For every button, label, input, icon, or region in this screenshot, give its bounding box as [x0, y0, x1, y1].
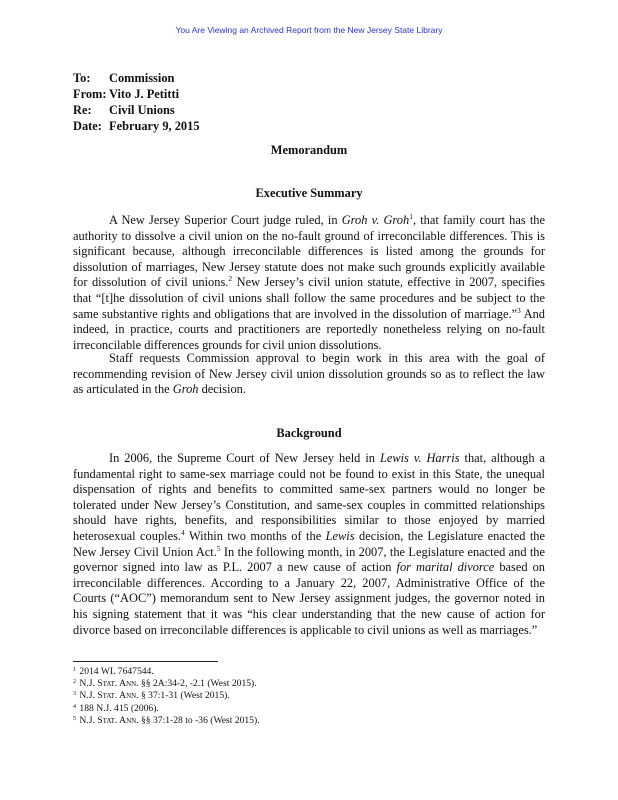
date-value: February 9, 2015	[109, 119, 200, 133]
to-label: To:	[73, 71, 91, 85]
footnote-number: 4	[73, 703, 76, 710]
footnotes	[73, 666, 260, 727]
re-value: Civil Unions	[109, 103, 175, 117]
footnote-ref: 1	[409, 212, 413, 221]
date-row	[73, 118, 200, 134]
executive-summary-paragraph-2	[73, 351, 545, 398]
footnote-ref: 3	[517, 305, 521, 315]
footnote-ref: 2	[228, 274, 233, 284]
footnote-smallcaps: Stat. Ann.	[97, 690, 139, 702]
to-value: Commission	[109, 71, 175, 85]
background-paragraph-1	[73, 451, 545, 638]
text-run: decision, the Legislature enacted the New Jersey Civil Union Act.	[73, 528, 545, 559]
text-run: , that family court has the authority to dissolve a civil union on the no-fault ground of irreconcilable differences. This is significant because, although irreconcilable differences is listed among the grounds for dissolution of marriages, New Jersey statute does not make such grounds explicitly available for dissolution of civil unions.	[73, 213, 545, 290]
footnote-smallcaps: Stat. Ann.	[97, 678, 139, 690]
from-label: From:	[73, 87, 107, 101]
footnote-text: 188 N.J. 415 (2006).	[79, 702, 159, 714]
text-run: decision.	[198, 382, 246, 397]
re-row	[73, 102, 200, 118]
footnote-text: §§ 2A:34-2, -2.1 (West 2015).	[138, 678, 257, 690]
footnote-ref: 5	[216, 543, 221, 553]
memo-header	[73, 70, 200, 134]
text-run: A New Jersey Superior Court judge ruled, in	[109, 213, 342, 227]
executive-summary-heading: Executive Summary	[255, 186, 363, 200]
background-heading: Background	[276, 426, 342, 440]
text-run: And indeed, in practice, courts and practitioners are reportedly nonetheless relying on no-fault irreconcilable differences grounds for civil union dissolutions.	[73, 306, 545, 352]
text-run: that, although a fundamental right to same-sex marriage could not be found to exist in this State, the unequal dispensation of rights and benefits to committed same-sex partners would no longer be tolerated under New Jersey’s Constitution, and same-sex couples in committed relationships should have rights, benefits, and responsibilities similar to those enjoyed by married heterosexual couples.	[73, 451, 545, 543]
case-name: Lewis v. Harris	[379, 451, 460, 465]
text-run: Within two months of the	[184, 528, 326, 543]
footnote-number: 2	[73, 679, 76, 686]
case-name: Groh v. Groh	[341, 213, 410, 227]
italic-phrase: for marital divorce	[396, 560, 495, 575]
footnote-smallcaps: Stat. Ann.	[97, 714, 139, 726]
footnote-1	[73, 666, 260, 678]
memo-title: Memorandum	[270, 143, 348, 157]
text-run: based on irreconcilable differences. According to a January 22, 2007, Administrative Office of the Courts (“AOC”) memorandum sent to New Jersey assignment judges, the governor noted in his signing statement that it was “his clear understanding that the new cause of action for divorce based on irreconcilable differences is applicable to civil unions as well as marriages.”	[73, 560, 545, 637]
from-row	[73, 86, 200, 102]
footnote-2	[73, 678, 260, 690]
footnote-text: 2014 WL 7647544.	[79, 666, 154, 677]
footnote-ref: 4	[181, 527, 185, 537]
from-value: Vito J. Petitti	[109, 87, 180, 101]
to-row	[73, 70, 200, 86]
archive-banner: You Are Viewing an Archived Report from the New Jersey State Library	[175, 25, 443, 35]
text-run: In the following month, in 2007, the Legislature enacted and the governor signed into law as P.L. 2007 a new cause of action	[73, 544, 545, 575]
footnote-text: §§ 37:1-28 to -36 (West 2015).	[138, 714, 260, 726]
footnote-text: § 37:1-31 (West 2015).	[138, 690, 230, 702]
footnote-number: 1	[73, 667, 76, 673]
footnote-4	[73, 703, 260, 715]
footnote-text: N.J.	[79, 690, 98, 702]
footnote-text: N.J.	[79, 714, 98, 726]
footnote-5	[73, 715, 260, 727]
footnote-text: N.J.	[79, 678, 98, 690]
text-run: Staff requests Commission approval to begin work in this area with the goal of recommending revision of New Jersey civil union dissolution grounds so as to reflect the law as articulated in the	[73, 351, 545, 397]
footnote-divider	[73, 661, 218, 662]
text-run: New Jersey’s civil union statute, effective in 2007, specifies that “[t]he dissolution of civil unions shall follow the same procedures and be subject to the same substantive rights and obligations that are involved in the dissolution of marriage.”	[73, 275, 545, 321]
footnote-3	[73, 690, 260, 702]
case-name: Groh	[172, 382, 199, 397]
footnote-number: 5	[73, 715, 76, 722]
footnote-number: 3	[73, 691, 76, 698]
date-label: Date:	[73, 119, 102, 133]
re-label: Re:	[73, 103, 92, 117]
case-name: Lewis	[325, 528, 355, 543]
text-run: In 2006, the Supreme Court of New Jersey held in	[109, 451, 380, 465]
executive-summary-paragraph-1	[73, 213, 545, 353]
